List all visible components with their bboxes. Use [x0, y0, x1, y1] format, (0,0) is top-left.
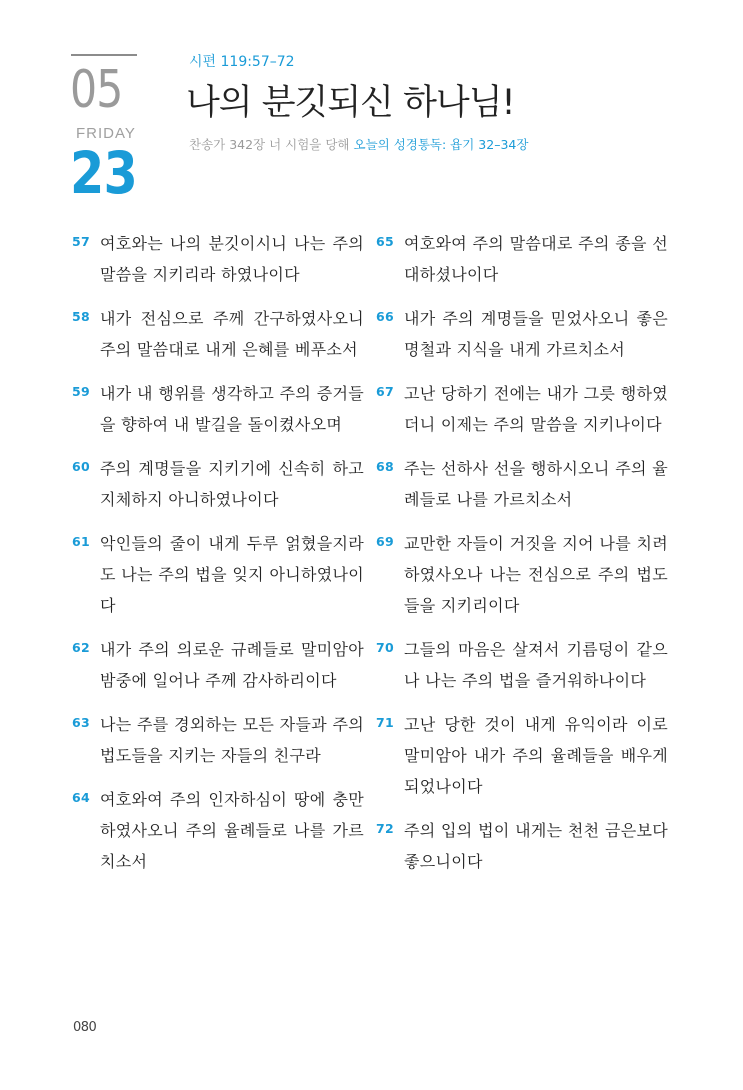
verse-number: 63 [72, 715, 90, 730]
verse-column-right [376, 228, 668, 890]
verse-text: 교만한 자들이 거짓을 지어 나를 치려 하였사오나 나는 전심으로 주의 법도들을 지키리이다 [404, 534, 668, 615]
verse-number: 62 [72, 640, 90, 655]
verse-item [72, 709, 364, 771]
verse-number: 67 [376, 384, 394, 399]
verse-item [376, 378, 668, 440]
verse-text: 그들의 마음은 살져서 기름덩이 같으나 나는 주의 법을 즐거워하나이다 [404, 640, 668, 690]
verse-text: 내가 전심으로 주께 간구하였사오니 주의 말씀대로 내게 은혜를 베푸소서 [100, 309, 364, 359]
verse-text: 고난 당하기 전에는 내가 그릇 행하였더니 이제는 주의 말씀을 지키나이다 [404, 384, 668, 434]
verse-text: 주는 선하사 선을 행하시오니 주의 율례들로 나를 가르치소서 [404, 459, 668, 509]
hymn-info: 찬송가 342장 너 시험을 당해 [189, 137, 350, 152]
verse-item [72, 784, 364, 877]
verse-number: 58 [72, 309, 90, 324]
verse-number: 72 [376, 821, 394, 836]
verse-text: 주의 계명들을 지키기에 신속히 하고 지체하지 아니하였나이다 [100, 459, 364, 509]
verse-item [376, 528, 668, 621]
weekday-label: FRIDAY [76, 125, 136, 142]
page-title: 나의 분깃되신 하나님! [186, 83, 515, 123]
verse-number: 64 [72, 790, 90, 805]
verse-item [72, 528, 364, 621]
verse-item [376, 815, 668, 877]
verse-item [72, 303, 364, 365]
verse-number: 70 [376, 640, 394, 655]
verse-number: 71 [376, 715, 394, 730]
verse-text: 여호와여 주의 말씀대로 주의 종을 선대하셨나이다 [404, 234, 668, 284]
verse-text: 고난 당한 것이 내게 유익이라 이로 말미암아 내가 주의 율례들을 배우게 되었나이다 [404, 715, 668, 796]
verse-text: 주의 입의 법이 내게는 천천 금은보다 좋으니이다 [404, 821, 668, 871]
verse-item [72, 453, 364, 515]
verse-number: 57 [72, 234, 90, 249]
verse-item [376, 303, 668, 365]
verse-item [376, 634, 668, 696]
scripture-reference: 시편 119:57–72 [189, 54, 295, 70]
verse-number: 65 [376, 234, 394, 249]
verse-text: 여호와는 나의 분깃이시니 나는 주의 말씀을 지키리라 하였나이다 [100, 234, 364, 284]
verse-text: 내가 주의 의로운 규례들로 말미암아 밤중에 일어나 주께 감사하리이다 [100, 640, 364, 690]
page-number: 080 [73, 1020, 97, 1035]
verse-item [72, 228, 364, 290]
verse-text: 악인들의 줄이 내게 두루 얽혔을지라도 나는 주의 법을 잊지 아니하였나이다 [100, 534, 364, 615]
hymn-and-reading [189, 135, 528, 155]
verse-item [376, 228, 668, 290]
month-number: 05 [70, 60, 123, 120]
verse-item [376, 453, 668, 515]
verse-item [376, 709, 668, 802]
verse-column-left [72, 228, 364, 890]
verse-item [72, 634, 364, 696]
verse-text: 내가 내 행위를 생각하고 주의 증거들을 향하여 내 발길을 돌이켰사오며 [100, 384, 364, 434]
reading-plan: 오늘의 성경통독: 욥기 32–34장 [353, 137, 529, 152]
verse-number: 61 [72, 534, 90, 549]
verse-item [72, 378, 364, 440]
verse-text: 나는 주를 경외하는 모든 자들과 주의 법도들을 지키는 자들의 친구라 [100, 715, 364, 765]
verse-number: 69 [376, 534, 394, 549]
verse-number: 60 [72, 459, 90, 474]
day-number: 23 [70, 139, 137, 207]
verse-number: 66 [376, 309, 394, 324]
verse-text: 여호와여 주의 인자하심이 땅에 충만하였사오니 주의 율례들로 나를 가르치소서 [100, 790, 364, 871]
verse-text: 내가 주의 계명들을 믿었사오니 좋은 명철과 지식을 내게 가르치소서 [404, 309, 668, 359]
date-divider [71, 54, 137, 56]
verse-number: 68 [376, 459, 394, 474]
verse-number: 59 [72, 384, 90, 399]
